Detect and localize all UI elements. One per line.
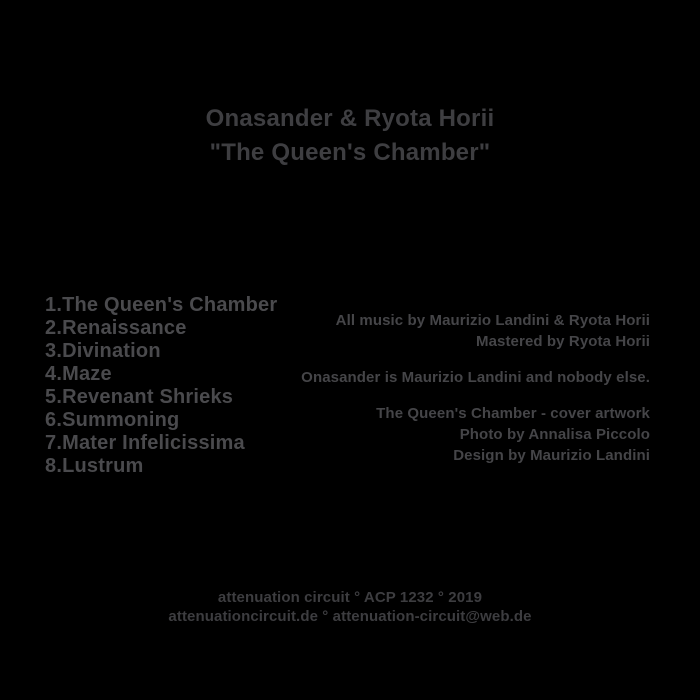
credit-line: Photo by Annalisa Piccolo [459, 426, 650, 443]
track-item: 2.Renaissance [45, 317, 187, 339]
label-contact-line: attenuationcircuit.de ° attenuation-circuit@web.de [168, 607, 532, 625]
credits-artwork-group [301, 403, 650, 466]
track-item: 4.Maze [45, 363, 112, 385]
track-item: 8.Lustrum [45, 455, 144, 477]
tracklist [45, 294, 277, 478]
track-item: 1.The Queen's Chamber [45, 294, 278, 316]
track-item: 3.Divination [45, 340, 161, 362]
credit-line: Mastered by Ryota Horii [475, 333, 650, 350]
credit-line: Onasander is Maurizio Landini and nobody else. [301, 369, 650, 386]
track-item: 6.Summoning [45, 409, 180, 431]
album-name: "The Queen's Chamber" [209, 139, 491, 166]
credit-line: All music by Maurizio Landini & Ryota Horii [335, 312, 650, 329]
credit-line: Design by Maurizio Landini [453, 447, 650, 464]
label-footer [0, 589, 700, 626]
track-item: 7.Mater Infelicissima [45, 432, 245, 454]
label-catalog-line: attenuation circuit ° ACP 1232 ° 2019 [217, 589, 483, 606]
credits-music-group [301, 310, 650, 352]
track-item: 5.Revenant Shrieks [45, 386, 234, 408]
credits-identity-group [301, 367, 650, 388]
credit-line: The Queen's Chamber - cover artwork [376, 405, 650, 422]
artist-name: Onasander & Ryota Horii [205, 105, 495, 132]
credits-block [301, 310, 650, 466]
album-title-block [0, 102, 700, 170]
